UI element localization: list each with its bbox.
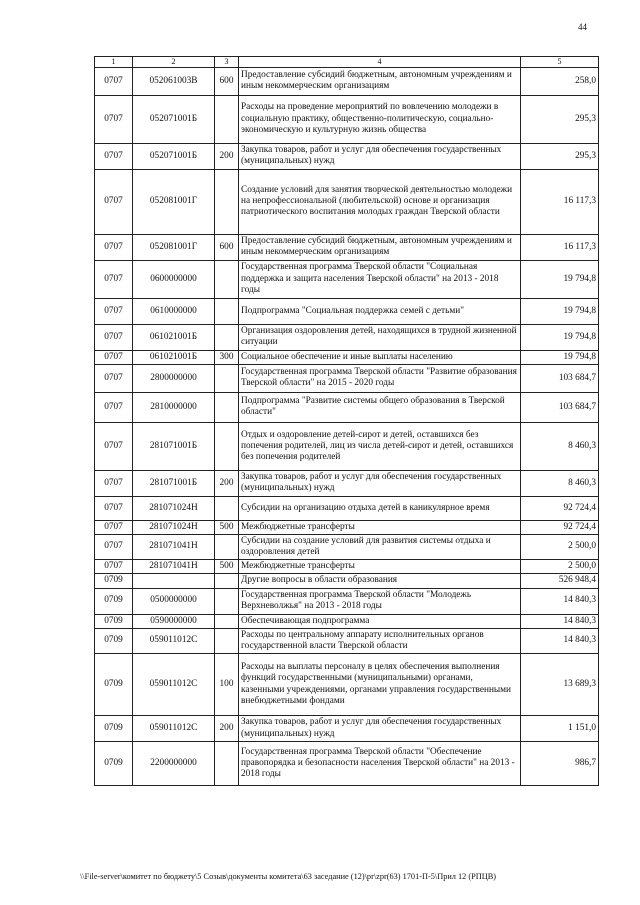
- table-row: [95, 534, 599, 559]
- expense-type-cell: [215, 298, 239, 324]
- table-header-row: [95, 57, 599, 68]
- amount-cell: 258,0: [521, 67, 599, 95]
- item-name-cell: Государственная программа Тверской области "Молодежь Верхневолжья" на 2013 - 2018 годы: [239, 588, 521, 614]
- header-cell: 2: [133, 57, 215, 68]
- table-row: [95, 169, 599, 234]
- target-code-cell: 052081001Г: [133, 234, 215, 260]
- expense-type-cell: 500: [215, 520, 239, 534]
- amount-cell: 16 117,3: [521, 234, 599, 260]
- amount-cell: 13 689,3: [521, 654, 599, 716]
- target-code-cell: 281071024Н: [133, 496, 215, 520]
- table-row: [95, 95, 599, 143]
- target-code-cell: 0600000000: [133, 260, 215, 298]
- item-name-cell: Отдых и оздоровление детей-сирот и детей, оставшихся без попечения родителей, лиц из числа детей-сирот и детей, оставшихся без попечения родителей: [239, 422, 521, 470]
- table-row: [95, 496, 599, 520]
- table-row: [95, 560, 599, 574]
- expense-type-cell: [215, 496, 239, 520]
- item-name-cell: Расходы по центральному аппарату исполнительных органов государственной власти Тверской области: [239, 628, 521, 653]
- table-row: [95, 614, 599, 628]
- expense-type-cell: [215, 260, 239, 298]
- table-row: [95, 422, 599, 470]
- target-code-cell: 0500000000: [133, 588, 215, 614]
- amount-cell: 14 840,3: [521, 614, 599, 628]
- expense-type-cell: 600: [215, 234, 239, 260]
- amount-cell: 1 151,0: [521, 716, 599, 742]
- item-name-cell: Организация оздоровления детей, находящихся в трудной жизненной ситуации: [239, 324, 521, 350]
- expense-type-cell: [215, 169, 239, 234]
- section-code-cell: 0707: [95, 324, 133, 350]
- amount-cell: 295,3: [521, 95, 599, 143]
- expense-type-cell: 500: [215, 560, 239, 574]
- amount-cell: 986,7: [521, 742, 599, 786]
- item-name-cell: Расходы на проведение мероприятий по вовлечению молодежи в социальную практику, общественно-политическую, социально-экономическую и культурную жизнь общества: [239, 95, 521, 143]
- section-code-cell: 0709: [95, 628, 133, 653]
- item-name-cell: Субсидии на создание условий для развития системы отдыха и оздоровления детей: [239, 534, 521, 559]
- item-name-cell: Обеспечивающая подпрограмма: [239, 614, 521, 628]
- file-path-footer: \\File-server\комитет по бюджету\5 Созыв\документы комитета\63 заседание (12)\pr\zpr(63) 1701-П-5\Прил 12 (РПЦВ): [80, 872, 497, 881]
- target-code-cell: 061021001Б: [133, 350, 215, 364]
- section-code-cell: 0707: [95, 364, 133, 392]
- table-row: [95, 654, 599, 716]
- item-name-cell: Другие вопросы в области образования: [239, 574, 521, 588]
- item-name-cell: Межбюджетные трансферты: [239, 520, 521, 534]
- item-name-cell: Расходы на выплаты персоналу в целях обеспечения выполнения функций государственными (муниципальными) органами, казенными учреждениями, органами управления государственными внебюджетными фондами: [239, 654, 521, 716]
- expense-type-cell: 200: [215, 143, 239, 169]
- expense-type-cell: 200: [215, 470, 239, 496]
- item-name-cell: Государственная программа Тверской области "Развитие образования Тверской области" на 2015 - 2020 годы: [239, 364, 521, 392]
- table-row: [95, 520, 599, 534]
- target-code-cell: 052071001Б: [133, 95, 215, 143]
- table-row: [95, 742, 599, 786]
- section-code-cell: 0709: [95, 588, 133, 614]
- section-code-cell: 0707: [95, 422, 133, 470]
- section-code-cell: 0707: [95, 560, 133, 574]
- item-name-cell: Межбюджетные трансферты: [239, 560, 521, 574]
- section-code-cell: 0707: [95, 392, 133, 422]
- section-code-cell: 0707: [95, 496, 133, 520]
- item-name-cell: Предоставление субсидий бюджетным, автономным учреждениям и иным некоммерческим организациям: [239, 67, 521, 95]
- table-row: [95, 260, 599, 298]
- header-cell: 1: [95, 57, 133, 68]
- target-code-cell: 281071001Б: [133, 470, 215, 496]
- expense-type-cell: [215, 742, 239, 786]
- table-row: [95, 574, 599, 588]
- section-code-cell: 0707: [95, 67, 133, 95]
- item-name-cell: Предоставление субсидий бюджетным, автономным учреждениям и иным некоммерческим организациям: [239, 234, 521, 260]
- item-name-cell: Подпрограмма "Развитие системы общего образования в Тверской области": [239, 392, 521, 422]
- target-code-cell: 2800000000: [133, 364, 215, 392]
- table-row: [95, 716, 599, 742]
- amount-cell: 19 794,8: [521, 324, 599, 350]
- target-code-cell: 2810000000: [133, 392, 215, 422]
- amount-cell: 16 117,3: [521, 169, 599, 234]
- expense-type-cell: [215, 422, 239, 470]
- target-code-cell: [133, 574, 215, 588]
- item-name-cell: Социальное обеспечение и иные выплаты населению: [239, 350, 521, 364]
- table-row: [95, 392, 599, 422]
- table-row: [95, 588, 599, 614]
- section-code-cell: 0707: [95, 169, 133, 234]
- expense-type-cell: [215, 628, 239, 653]
- item-name-cell: Закупка товаров, работ и услуг для обеспечения государственных (муниципальных) нужд: [239, 716, 521, 742]
- header-cell: 4: [239, 57, 521, 68]
- amount-cell: 19 794,8: [521, 350, 599, 364]
- target-code-cell: 059011012С: [133, 654, 215, 716]
- amount-cell: 8 460,3: [521, 422, 599, 470]
- table-row: [95, 350, 599, 364]
- section-code-cell: 0707: [95, 95, 133, 143]
- target-code-cell: 0590000000: [133, 614, 215, 628]
- budget-table: [94, 56, 599, 786]
- section-code-cell: 0707: [95, 143, 133, 169]
- page-number: 44: [578, 22, 587, 32]
- section-code-cell: 0707: [95, 534, 133, 559]
- section-code-cell: 0709: [95, 742, 133, 786]
- section-code-cell: 0707: [95, 234, 133, 260]
- amount-cell: 14 840,3: [521, 588, 599, 614]
- expense-type-cell: [215, 574, 239, 588]
- section-code-cell: 0709: [95, 614, 133, 628]
- section-code-cell: 0707: [95, 520, 133, 534]
- amount-cell: 14 840,3: [521, 628, 599, 653]
- section-code-cell: 0707: [95, 350, 133, 364]
- item-name-cell: Государственная программа Тверской области "Социальная поддержка и защита населения Тверской области" на 2013 - 2018 годы: [239, 260, 521, 298]
- expense-type-cell: [215, 614, 239, 628]
- target-code-cell: 059011012С: [133, 716, 215, 742]
- target-code-cell: 281071041Н: [133, 534, 215, 559]
- expense-type-cell: [215, 324, 239, 350]
- amount-cell: 92 724,4: [521, 520, 599, 534]
- target-code-cell: 281071001Б: [133, 422, 215, 470]
- target-code-cell: 0610000000: [133, 298, 215, 324]
- expense-type-cell: [215, 95, 239, 143]
- table-row: [95, 234, 599, 260]
- section-code-cell: 0709: [95, 716, 133, 742]
- table-row: [95, 628, 599, 653]
- table-row: [95, 143, 599, 169]
- amount-cell: 2 500,0: [521, 560, 599, 574]
- section-code-cell: 0707: [95, 470, 133, 496]
- amount-cell: 103 684,7: [521, 392, 599, 422]
- header-cell: 5: [521, 57, 599, 68]
- item-name-cell: Субсидии на организацию отдыха детей в каникулярное время: [239, 496, 521, 520]
- expense-type-cell: [215, 534, 239, 559]
- amount-cell: 295,3: [521, 143, 599, 169]
- expense-type-cell: [215, 364, 239, 392]
- item-name-cell: Закупка товаров, работ и услуг для обеспечения государственных (муниципальных) нужд: [239, 470, 521, 496]
- expense-type-cell: 300: [215, 350, 239, 364]
- expense-type-cell: [215, 588, 239, 614]
- item-name-cell: Создание условий для занятия творческой деятельностью молодежи на непрофессиональной (любительской) основе и организация патриотического воспитания молодых граждан Тверской области: [239, 169, 521, 234]
- header-cell: 3: [215, 57, 239, 68]
- amount-cell: 19 794,8: [521, 298, 599, 324]
- amount-cell: 19 794,8: [521, 260, 599, 298]
- table-row: [95, 67, 599, 95]
- target-code-cell: 281071041Н: [133, 560, 215, 574]
- amount-cell: 103 684,7: [521, 364, 599, 392]
- target-code-cell: 059011012С: [133, 628, 215, 653]
- expense-type-cell: 100: [215, 654, 239, 716]
- expense-type-cell: 200: [215, 716, 239, 742]
- section-code-cell: 0709: [95, 574, 133, 588]
- item-name-cell: Подпрограмма "Социальная поддержка семей с детьми": [239, 298, 521, 324]
- amount-cell: 92 724,4: [521, 496, 599, 520]
- item-name-cell: Закупка товаров, работ и услуг для обеспечения государственных (муниципальных) нужд: [239, 143, 521, 169]
- table-row: [95, 324, 599, 350]
- table-row: [95, 298, 599, 324]
- target-code-cell: 052081001Г: [133, 169, 215, 234]
- target-code-cell: 052071001Б: [133, 143, 215, 169]
- amount-cell: 8 460,3: [521, 470, 599, 496]
- target-code-cell: 052061003В: [133, 67, 215, 95]
- amount-cell: 526 948,4: [521, 574, 599, 588]
- target-code-cell: 281071024Н: [133, 520, 215, 534]
- target-code-cell: 2200000000: [133, 742, 215, 786]
- item-name-cell: Государственная программа Тверской области "Обеспечение правопорядка и безопасности населения Тверской области" на 2013 - 2018 годы: [239, 742, 521, 786]
- target-code-cell: 061021001Б: [133, 324, 215, 350]
- table-row: [95, 364, 599, 392]
- amount-cell: 2 500,0: [521, 534, 599, 559]
- table-row: [95, 470, 599, 496]
- section-code-cell: 0707: [95, 260, 133, 298]
- expense-type-cell: [215, 392, 239, 422]
- section-code-cell: 0709: [95, 654, 133, 716]
- section-code-cell: 0707: [95, 298, 133, 324]
- expense-type-cell: 600: [215, 67, 239, 95]
